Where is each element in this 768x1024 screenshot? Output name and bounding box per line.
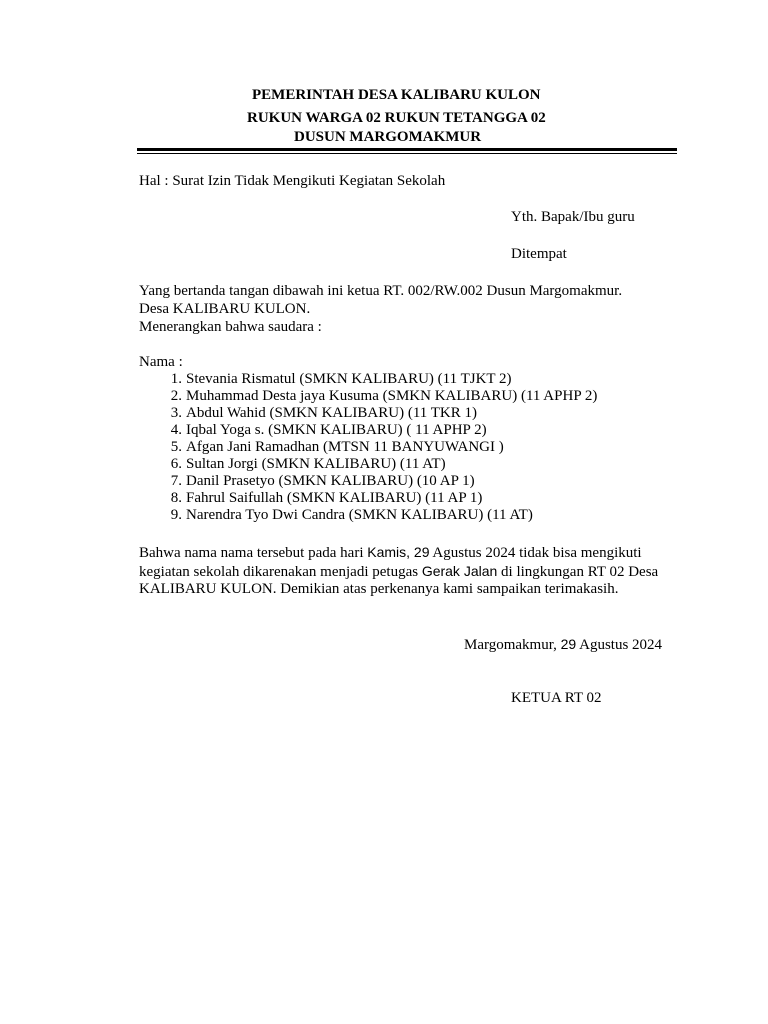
letterhead-divider-thin: [137, 153, 677, 154]
signatory-title: KETUA RT 02: [511, 690, 602, 706]
list-item: 7. Danil Prasetyo (SMKN KALIBARU) (10 AP 1): [170, 473, 475, 489]
body-day: Kamis, 29: [367, 544, 430, 560]
letter-date: Margomakmur, 29 Agustus 2024: [464, 636, 663, 653]
recipient-salutation: Yth. Bapak/Ibu guru: [511, 209, 635, 225]
letter-subject: Hal : Surat Izin Tidak Mengikuti Kegiatan Sekolah: [139, 173, 446, 189]
list-item: 4. Iqbal Yoga s. (SMKN KALIBARU) ( 11 APHP 2): [170, 422, 487, 438]
names-list: [160, 371, 597, 524]
list-item: 2. Muhammad Desta jaya Kusuma (SMKN KALIBARU) (11 APHP 2): [170, 388, 598, 404]
list-item: 8. Fahrul Saifullah (SMKN KALIBARU) (11 AP 1): [170, 490, 483, 506]
letterhead-divider-thick: [137, 148, 677, 151]
intro-line-3: Menerangkan bahwa saudara :: [139, 319, 322, 335]
list-item: 3. Abdul Wahid (SMKN KALIBARU) (11 TKR 1): [170, 405, 478, 421]
recipient-location: Ditempat: [511, 246, 567, 262]
list-item: 6. Sultan Jorgi (SMKN KALIBARU) (11 AT): [170, 456, 446, 472]
letterhead-dusun: DUSUN MARGOMAKMUR: [294, 129, 482, 145]
body-line-2: kegiatan sekolah dikarenakan menjadi petugas Gerak Jalan di lingkungan RT 02 Desa: [139, 563, 659, 580]
list-item: 5. Afgan Jani Ramadhan (MTSN 11 BANYUWANGI ): [170, 439, 504, 455]
letterhead-government: PEMERINTAH DESA KALIBARU KULON: [252, 87, 541, 103]
list-item: 1. Stevania Rismatul (SMKN KALIBARU) (11 TJKT 2): [170, 371, 512, 387]
intro-line-1: Yang bertanda tangan dibawah ini ketua RT. 002/RW.002 Dusun Margomakmur.: [139, 283, 623, 299]
body-line-3: KALIBARU KULON. Demikian atas perkenanya kami sampaikan terimakasih.: [139, 581, 619, 597]
body-line-1: Bahwa nama nama tersebut pada hari Kamis, 29 Agustus 2024 tidak bisa mengikuti: [139, 544, 642, 561]
names-label: Nama :: [139, 354, 183, 370]
body-event: Gerak Jalan: [421, 563, 498, 579]
intro-line-2: Desa KALIBARU KULON.: [139, 301, 311, 317]
list-item: 9. Narendra Tyo Dwi Candra (SMKN KALIBARU) (11 AT): [170, 507, 533, 523]
letterhead-rw-rt: RUKUN WARGA 02 RUKUN TETANGGA 02: [247, 110, 546, 126]
